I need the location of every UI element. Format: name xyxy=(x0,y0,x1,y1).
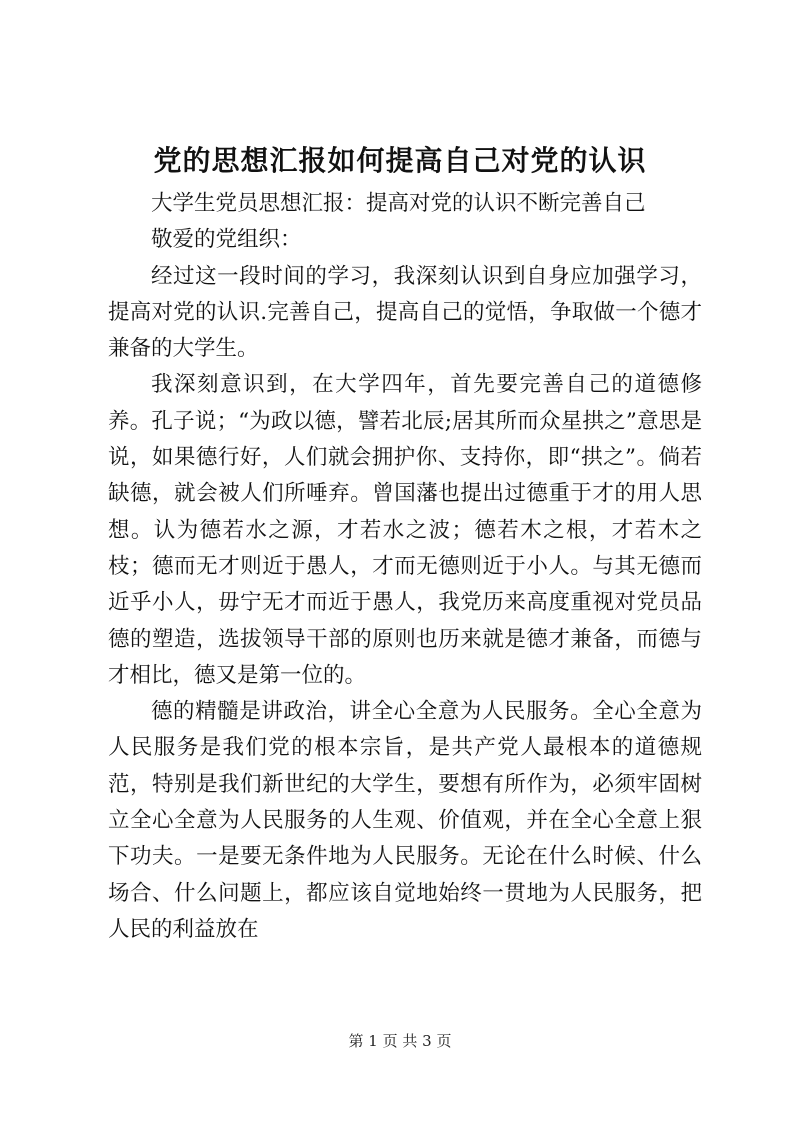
body-paragraph: 德的精髓是讲政治，讲全心全意为人民服务。全心全意为人民服务是我们党的根本宗旨，是共产党人最根本的道德规范，特别是我们新世纪的大学生，要想有所作为，必须牢固树立全心全意为人民服务的人生观、价值观，并在全心全意上狠下功夫。一是要无条件地为人民服务。无论在什么时候、什么场合、什么问题上，都应该自觉地始终一贯地为人民服务，把人民的利益放在 xyxy=(108,699,702,942)
document-body xyxy=(108,186,702,948)
subtitle-paragraph: 大学生党员思想汇报：提高对党的认识不断完善自己 xyxy=(151,191,646,216)
document-title: 党的思想汇报如何提高自己对党的认识 xyxy=(153,144,647,177)
body-paragraph: 我深刻意识到，在大学四年，首先要完善自己的道德修养。孔子说；“为政以德，譬若北辰;居其所而众星拱之”意思是说，如果德行好，人们就会拥护你、支持你，即“拱之”。倘若缺德，就会被人们所唾弃。曾国藩也提出过德重于才的用人思想。认为德若水之源，才若水之波；德若木之根，才若木之枝；德而无才则近于愚人，才而无德则近于小人。与其无德而近乎小人，毋宁无才而近于愚人，我党历来高度重视对党员品德的塑造，选拔领导干部的原则也历来就是德才兼备，而德与才相比，德又是第一位的。 xyxy=(108,372,702,688)
body-paragraph: 经过这一段时间的学习，我深刻认识到自身应加强学习，提高对党的认识.完善自己，提高自己的觉悟，争取做一个德才兼备的大学生。 xyxy=(108,263,702,362)
page-number-label: 第 1 页 共 3 页 xyxy=(348,1032,452,1050)
salutation-paragraph: 敬爱的党组织： xyxy=(151,227,302,253)
page-footer xyxy=(0,1030,800,1052)
